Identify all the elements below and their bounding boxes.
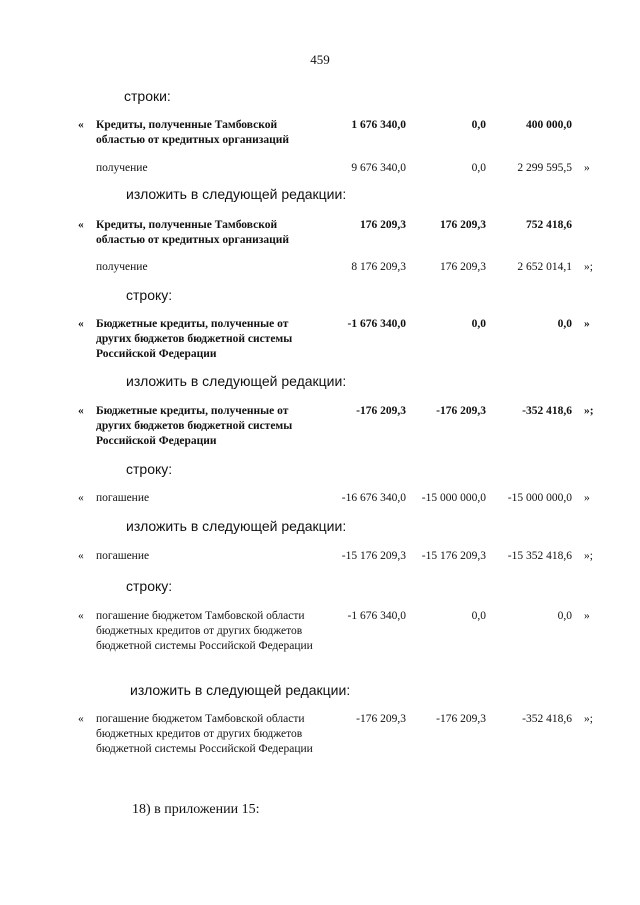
directive-new-edition: изложить в следующей редакции: [126, 373, 347, 389]
value-year-2: 176 209,3 [440, 219, 486, 231]
value-year-1: -176 209,3 [356, 713, 406, 725]
value-year-1: 1 676 340,0 [351, 119, 406, 131]
value-year-1: 9 676 340,0 [351, 162, 406, 174]
open-quote: « [78, 610, 84, 622]
value-year-3: 2 652 014,1 [517, 261, 572, 273]
open-quote: « [78, 713, 84, 725]
directive-new-edition: изложить в следующей редакции: [130, 682, 351, 698]
value-year-3: 2 299 595,5 [517, 162, 572, 174]
value-year-3: 752 418,6 [526, 219, 572, 231]
row-name: погашение бюджетом Тамбовской области бюджетных кредитов от других бюджетов бюджетной системы Российской Федерации [96, 713, 313, 755]
value-year-2: -15 000 000,0 [421, 492, 486, 504]
appendix-line: 18) в приложении 15: [132, 802, 260, 817]
directive-row: строку: [126, 287, 173, 303]
directive-row: строку: [126, 461, 173, 477]
value-year-3: -352 418,6 [522, 713, 572, 725]
directive-row: строку: [126, 578, 173, 594]
value-year-1: -176 209,3 [356, 405, 406, 417]
row-name: погашение бюджетом Тамбовской области бюджетных кредитов от других бюджетов бюджетной системы Российской Федерации [96, 610, 313, 652]
value-year-2: 176 209,3 [440, 261, 486, 273]
close-quote: »; [584, 550, 593, 562]
value-year-3: 0,0 [557, 610, 572, 622]
value-year-3: 0,0 [557, 318, 572, 330]
value-year-3: -15 000 000,0 [507, 492, 572, 504]
directive-rows: строки: [124, 88, 171, 104]
value-year-1: 8 176 209,3 [351, 261, 406, 273]
value-year-2: -176 209,3 [436, 713, 486, 725]
close-quote: » [584, 318, 590, 330]
value-year-1: -1 676 340,0 [347, 318, 406, 330]
value-year-1: 176 209,3 [360, 219, 406, 231]
close-quote: » [584, 610, 590, 622]
close-quote: »; [584, 261, 593, 273]
open-quote: « [78, 550, 84, 562]
row-name: погашение [96, 492, 150, 504]
open-quote: « [78, 318, 84, 330]
table-row-repayment-region-old [0, 609, 640, 689]
row-name: Кредиты, полученные Тамбовской областью от кредитных организаций [96, 219, 289, 246]
value-year-2: 0,0 [471, 610, 486, 622]
value-year-3: 400 000,0 [526, 119, 572, 131]
value-year-2: -176 209,3 [436, 405, 486, 417]
row-name: Кредиты, полученные Тамбовской областью от кредитных организаций [96, 119, 289, 146]
close-quote: » [584, 162, 590, 174]
value-year-2: 0,0 [471, 162, 486, 174]
value-year-2: 0,0 [471, 119, 486, 131]
open-quote: « [78, 405, 84, 417]
close-quote: »; [584, 713, 593, 725]
row-name: погашение [96, 550, 150, 562]
value-year-1: -1 676 340,0 [347, 610, 406, 622]
value-year-3: -15 352 418,6 [507, 550, 572, 562]
row-name: Бюджетные кредиты, полученные от других бюджетов бюджетной системы Российской Федерации [96, 405, 293, 447]
value-year-1: -15 176 209,3 [341, 550, 406, 562]
table-row-budget-credits-new [0, 404, 640, 484]
value-year-1: -16 676 340,0 [341, 492, 406, 504]
directive-new-edition: изложить в следующей редакции: [126, 186, 347, 202]
row-name: Бюджетные кредиты, полученные от других бюджетов бюджетной системы Российской Федерации [96, 318, 293, 360]
open-quote: « [78, 492, 84, 504]
value-year-2: -15 176 209,3 [421, 550, 486, 562]
directive-new-edition: изложить в следующей редакции: [126, 518, 347, 534]
open-quote: « [78, 119, 84, 131]
open-quote: « [78, 219, 84, 231]
close-quote: » [584, 492, 590, 504]
row-name: получение [96, 162, 148, 174]
close-quote: »; [584, 405, 594, 417]
row-name: получение [96, 261, 148, 273]
value-year-3: -352 418,6 [522, 405, 572, 417]
table-row-repayment-region-new [0, 712, 640, 792]
value-year-2: 0,0 [471, 318, 486, 330]
page-number: 459 [310, 52, 330, 67]
